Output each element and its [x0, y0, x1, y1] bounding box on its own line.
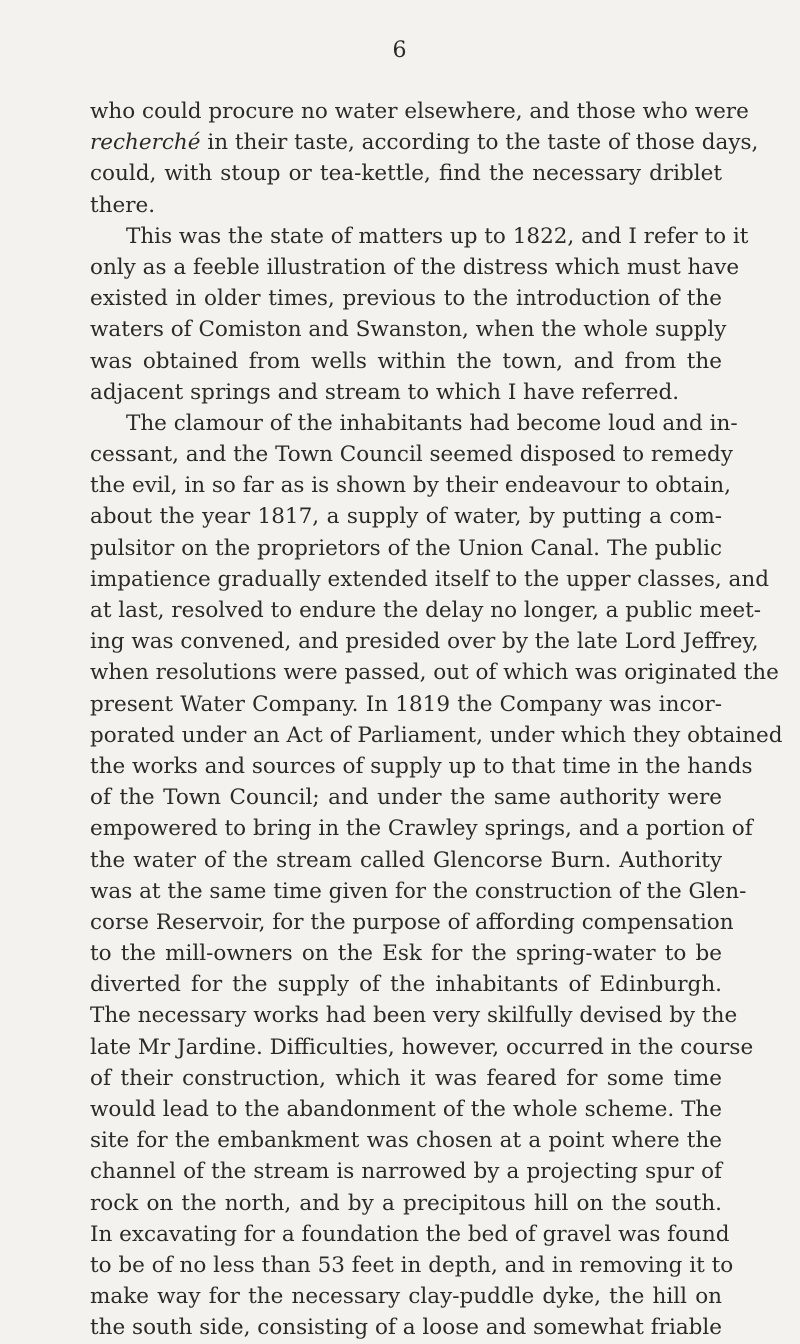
text-line: ing was convened, and presided over by the late Lord Jeffrey, [90, 629, 759, 655]
text-line: pulsitor on the proprietors of the Union Canal. The public [90, 535, 722, 561]
text-line: the water of the stream called Glencorse Burn. Authority [90, 847, 722, 873]
text-line: channel of the stream is narrowed by a projecting spur of [90, 1159, 722, 1185]
italic-word: recherché [90, 130, 201, 156]
text-line: adjacent springs and stream to which I have referred. [90, 379, 680, 405]
text-line: present Water Company. In 1819 the Company was incor- [90, 691, 722, 717]
text-line: could, with stoup or tea-kettle, find the necessary driblet [90, 161, 722, 187]
text-line: In excavating for a foundation the bed of gravel was found [90, 1221, 730, 1247]
text-line: the works and sources of supply up to that time in the hands [90, 753, 753, 779]
text-line: of their construction, which it was feared for some time [90, 1065, 722, 1091]
text-line: late Mr Jardine. Difficulties, however, occurred in the course [90, 1034, 754, 1060]
text-line: was at the same time given for the construction of the Glen- [90, 878, 747, 904]
text-line: about the year 1817, a supply of water, by putting a com- [90, 504, 722, 530]
text-line: existed in older times, previous to the introduction of the [90, 286, 722, 312]
text-line: The clamour of the inhabitants had become loud and in- [126, 410, 738, 436]
text-line: of the Town Council; and under the same authority were [90, 785, 722, 811]
text-line: to be of no less than 53 feet in depth, and in removing it to [90, 1252, 734, 1278]
text-line: This was the state of matters up to 1822, and I refer to it [126, 223, 749, 249]
text-line: rock on the north, and by a precipitous hill on the south. [90, 1190, 722, 1216]
page-number: 6 [392, 38, 408, 63]
text-line: there. [90, 192, 156, 218]
text-line: impatience gradually extended itself to the upper classes, and [90, 566, 769, 592]
text-line: empowered to bring in the Crawley springs, and a portion of [90, 816, 753, 842]
text-line [90, 127, 759, 158]
text-line: the evil, in so far as is shown by their endeavour to obtain, [90, 473, 731, 499]
text-line: porated under an Act of Parliament, under which they obtained [90, 722, 783, 748]
body-text [90, 96, 783, 1344]
text-line: at last, resolved to endure the delay no longer, a public meet- [90, 598, 762, 623]
text-line: who could procure no water elsewhere, and those who were [90, 99, 749, 124]
text-line: the south side, consisting of a loose and somewhat friable [90, 1315, 722, 1341]
text-line: was obtained from wells within the town, and from the [90, 348, 722, 374]
text-line: site for the embankment was chosen at a point where the [90, 1128, 722, 1154]
line-remainder: in their taste, according to the taste of those days, [200, 130, 759, 156]
text-line: only as a feeble illustration of the distress which must have [90, 254, 740, 280]
text-line: waters of Comiston and Swanston, when the whole supply [90, 317, 727, 343]
text-line: The necessary works had been very skilfully devised by the [90, 1003, 738, 1029]
text-line: make way for the necessary clay-puddle dyke, the hill on [90, 1284, 722, 1310]
text-line: diverted for the supply of the inhabitants of Edinburgh. [90, 972, 722, 998]
text-line: to the mill-owners on the Esk for the spring-water to be [90, 941, 722, 967]
text-line: would lead to the abandonment of the whole scheme. The [90, 1097, 722, 1122]
text-line: corse Reservoir, for the purpose of affording compensation [90, 909, 734, 935]
text-line: cessant, and the Town Council seemed disposed to remedy [90, 442, 733, 468]
text-line: when resolutions were passed, out of which was originated the [90, 660, 779, 686]
